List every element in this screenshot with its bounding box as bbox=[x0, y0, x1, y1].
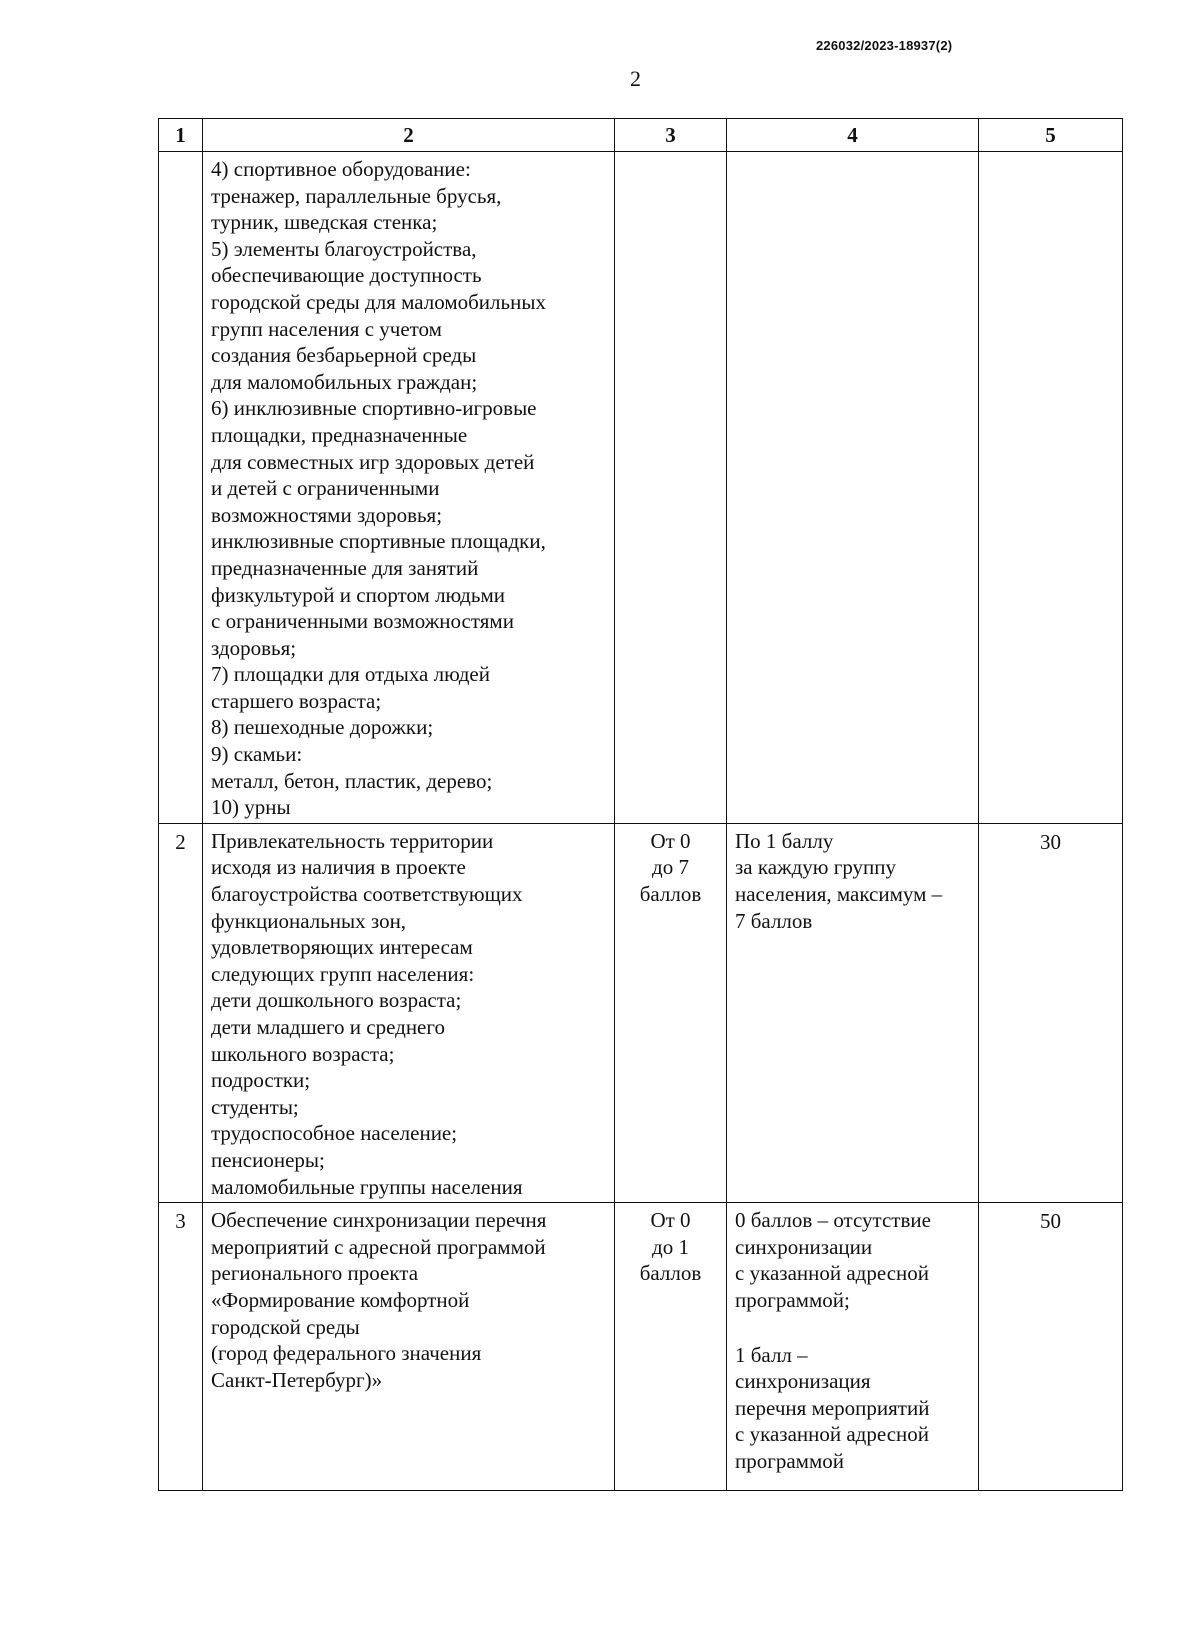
range-cell bbox=[615, 823, 727, 1202]
criterion-cell bbox=[203, 1203, 615, 1491]
cell-line: трудоспособное население; bbox=[211, 1121, 458, 1146]
cell-line: (город федерального значения bbox=[211, 1341, 482, 1366]
document-id: 226032/2023-18937(2) bbox=[816, 38, 953, 53]
cell-line: 7) площадки для отдыха людей bbox=[211, 662, 490, 687]
cell-line: студенты; bbox=[211, 1094, 299, 1119]
row-number: 2 bbox=[159, 823, 203, 1202]
cell-line: маломобильные группы населения bbox=[211, 1174, 523, 1199]
cell-line: для совместных игр здоровых детей bbox=[211, 449, 535, 474]
cell-line: инклюзивные спортивные площадки, bbox=[211, 529, 546, 554]
cell-line: Обеспечение синхронизации перечня bbox=[211, 1208, 547, 1233]
table-row bbox=[159, 823, 1123, 1202]
cell-line: до 1 bbox=[652, 1234, 689, 1259]
cell-line: синхронизации bbox=[735, 1234, 873, 1259]
cell-line: дети младшего и среднего bbox=[211, 1015, 445, 1039]
cell-line: площадки, предназначенные bbox=[211, 422, 468, 447]
cell-line: Привлекательность территории bbox=[211, 828, 494, 853]
cell-line: физкультурой и спортом людьми bbox=[211, 582, 505, 607]
cell-line: исходя из наличия в проекте bbox=[211, 855, 466, 880]
cell-line: 10) урны bbox=[211, 795, 291, 820]
table-row bbox=[159, 1203, 1123, 1491]
criterion-cell bbox=[203, 823, 615, 1202]
weight-cell: 30 bbox=[979, 823, 1123, 1202]
cell-line: обеспечивающие доступность bbox=[211, 263, 482, 288]
cell-line: возможностями здоровья; bbox=[211, 502, 443, 527]
cell-line: с указанной адресной bbox=[735, 1261, 930, 1286]
cell-line: Санкт-Петербург)» bbox=[211, 1367, 383, 1392]
page-number: 2 bbox=[630, 66, 641, 91]
cell-line: 7 баллов bbox=[735, 908, 813, 933]
column-header: 4 bbox=[727, 119, 979, 152]
cell-line: 1 балл – bbox=[735, 1342, 808, 1367]
scoring-cell bbox=[727, 152, 979, 824]
cell-line: От 0 bbox=[650, 1208, 691, 1233]
cell-line: баллов bbox=[639, 882, 702, 907]
cell-line: здоровья; bbox=[211, 635, 297, 660]
cell-line: 4) спортивное оборудование: bbox=[211, 157, 471, 181]
cell-line: 5) элементы благоустройства, bbox=[211, 236, 477, 261]
cell-line: мероприятий с адресной программой bbox=[211, 1234, 546, 1259]
cell-line: функциональных зон, bbox=[211, 908, 407, 933]
cell-line: городской среды bbox=[211, 1314, 360, 1339]
column-header: 5 bbox=[979, 119, 1123, 152]
cell-line: регионального проекта bbox=[211, 1261, 419, 1286]
cell-line: благоустройства соответствующих bbox=[211, 882, 523, 907]
table-header-row bbox=[159, 119, 1123, 152]
cell-line: пенсионеры; bbox=[211, 1147, 325, 1172]
cell-line: предназначенные для занятий bbox=[211, 555, 479, 580]
range-cell bbox=[615, 1203, 727, 1491]
scoring-cell bbox=[727, 823, 979, 1202]
cell-line: до 7 bbox=[652, 855, 689, 880]
cell-line: тренажер, параллельные брусья, bbox=[211, 183, 502, 208]
cell-line: для маломобильных граждан; bbox=[211, 369, 478, 394]
cell-line: баллов bbox=[639, 1261, 702, 1286]
cell-line: удовлетворяющих интересам bbox=[211, 935, 473, 960]
cell-line: 9) скамьи: bbox=[211, 742, 303, 767]
row-number bbox=[159, 152, 203, 824]
cell-line: с указанной адресной bbox=[735, 1422, 930, 1447]
cell-line: 0 баллов – отсутствие bbox=[735, 1208, 931, 1233]
column-header: 2 bbox=[203, 119, 615, 152]
weight-cell: 50 bbox=[979, 1203, 1123, 1491]
weight-cell bbox=[979, 152, 1123, 824]
cell-line: турник, шведская стенка; bbox=[211, 210, 438, 235]
cell-line: школьного возраста; bbox=[211, 1041, 395, 1066]
cell-line: подростки; bbox=[211, 1068, 311, 1093]
cell-line: 6) инклюзивные спортивно-игровые bbox=[211, 396, 537, 421]
cell-line: населения, максимум – bbox=[735, 882, 943, 907]
cell-line: 8) пешеходные дорожки; bbox=[211, 715, 434, 740]
cell-line: металл, бетон, пластик, дерево; bbox=[211, 768, 493, 793]
cell-line: перечня мероприятий bbox=[735, 1395, 930, 1420]
scoring-cell bbox=[727, 1203, 979, 1491]
column-header: 3 bbox=[615, 119, 727, 152]
cell-line: городской среды для маломобильных bbox=[211, 289, 546, 314]
cell-line: программой; bbox=[735, 1287, 850, 1312]
cell-line: По 1 баллу bbox=[735, 828, 834, 853]
cell-line: создания безбарьерной среды bbox=[211, 343, 477, 368]
cell-line: групп населения с учетом bbox=[211, 316, 442, 341]
cell-line: за каждую группу bbox=[735, 855, 897, 880]
cell-line: дети дошкольного возраста; bbox=[211, 988, 462, 1013]
cell-line: и детей с ограниченными bbox=[211, 476, 440, 501]
cell-line: От 0 bbox=[650, 828, 691, 853]
cell-line: синхронизация bbox=[735, 1369, 871, 1394]
cell-line: следующих групп населения: bbox=[211, 961, 475, 986]
cell-line: «Формирование комфортной bbox=[211, 1287, 470, 1312]
cell-line: программой bbox=[735, 1448, 844, 1473]
column-header: 1 bbox=[159, 119, 203, 152]
cell-line: с ограниченными возможностями bbox=[211, 609, 514, 634]
table-row bbox=[159, 152, 1123, 824]
range-cell bbox=[615, 152, 727, 824]
cell-line: старшего возраста; bbox=[211, 688, 382, 713]
criteria-table bbox=[158, 118, 1123, 1491]
row-number: 3 bbox=[159, 1203, 203, 1491]
criterion-cell bbox=[203, 152, 615, 824]
